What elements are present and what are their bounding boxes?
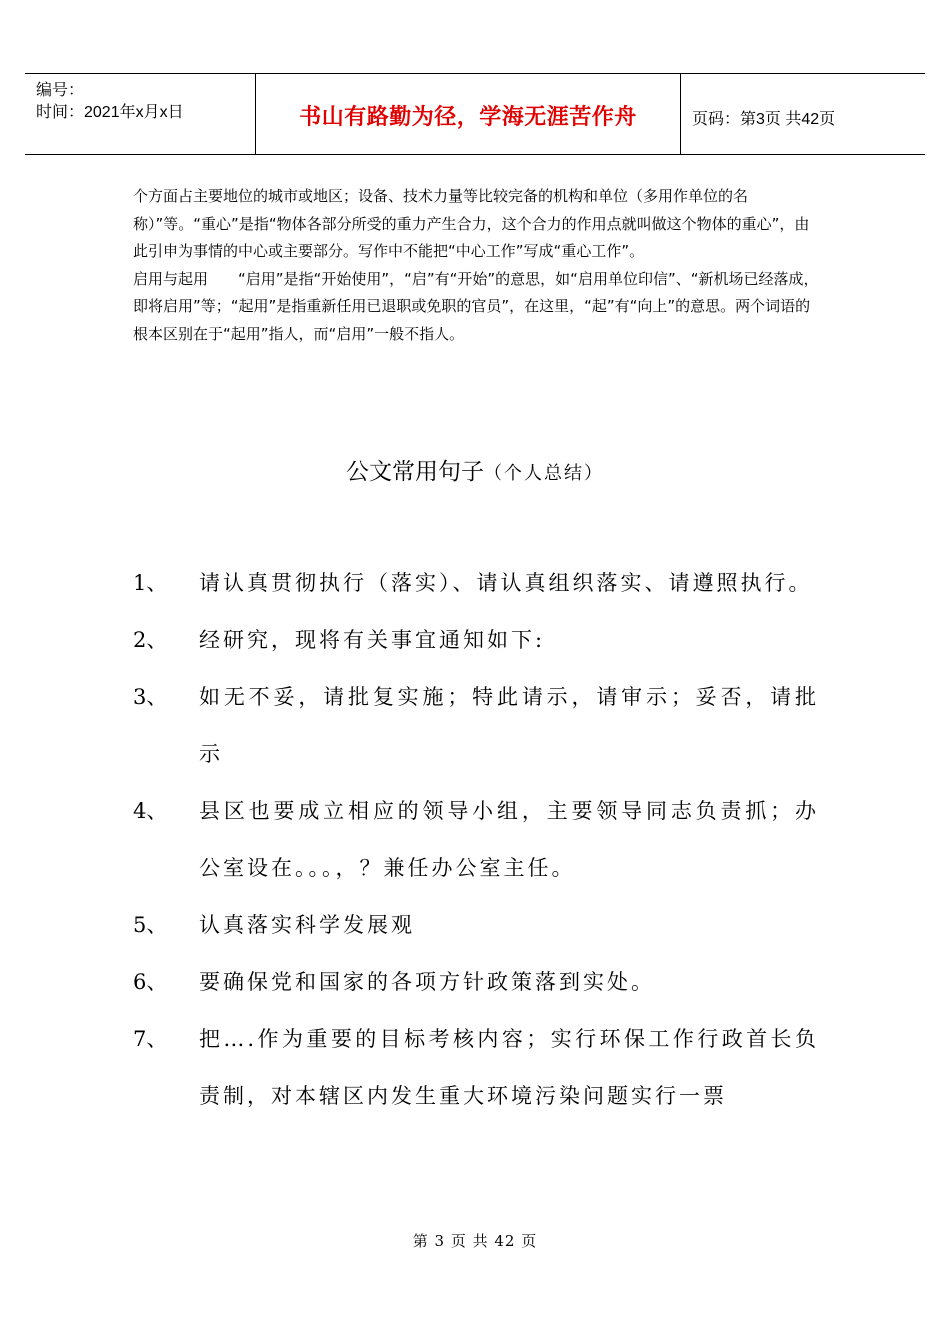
list-item-text: 请认真贯彻执行（落实）、请认真组织落实、请遵照执行。 [199, 571, 813, 595]
list-item-number: 2、 [133, 628, 168, 652]
list-item-number: 7、 [133, 1027, 168, 1051]
page-footer: 第 3 页 共 42 页 [412, 1232, 538, 1250]
list-item-text: 经研究，现将有关事宜通知如下: [199, 628, 546, 652]
list-item-text: 把….作为重要的目标考核内容；实行环保工作行政首长负责制，对本辖区内发生重大环境污染问题实行一票 [199, 1027, 819, 1108]
section-title-subtitle: （个人总结） [484, 463, 604, 484]
section-title-main: 公文常用句子 [346, 459, 484, 485]
list-item-text: 如无不妥，请批复实施；特此请示，请审示；妥否，请批示 [199, 685, 819, 766]
header-motto: 书山有路勤为径，学海无涯苦作舟 [299, 105, 637, 130]
document-time-label: 时间：2021年x月x日 [36, 104, 184, 121]
list-item [0, 669, 950, 783]
list-item-number: 4、 [133, 799, 168, 823]
header-page-label: 页码：第3页 共42页 [692, 111, 836, 128]
list-item-number: 5、 [133, 913, 168, 937]
list-item-text: 县区也要成立相应的领导小组，主要领导同志负责抓；办公室设在。。。，？兼任办公室主任。 [199, 799, 819, 880]
list-item-text: 认真落实科学发展观 [199, 913, 415, 937]
sentence-list [0, 555, 950, 1125]
list-item [0, 555, 950, 612]
list-item [0, 783, 950, 897]
intro-paragraph: 启用与起用 “启用”是指“开始使用”，“启”有“开始”的意思，如“启用单位印信”、“新机场已经落成，即将启用”等；“起用”是指重新任用已退职或免职的官员”，在这里，“起”有“向上”的意思。两个词语的根本区别在于“起用”指人，而“启用”一般不指人。 [133, 269, 819, 343]
list-item-number: 1、 [133, 571, 168, 595]
list-item [0, 1011, 950, 1125]
header-divider-right [680, 73, 681, 154]
list-item [0, 612, 950, 669]
section-title [0, 453, 950, 486]
document-number-label: 编号： [36, 82, 85, 99]
header-bottom-rule [25, 154, 925, 155]
list-item [0, 954, 950, 1011]
header-top-rule [25, 73, 925, 74]
intro-paragraph: 个方面占主要地位的城市或地区；设备、技术力量等比较完备的机构和单位（多用作单位的名称）”等。“重心”是指“物体各部分所受的重力产生合力，这个合力的作用点就叫做这个物体的重心”，由此引申为事情的中心或主要部分。写作中不能把“中心工作”写成“重心工作”。 [133, 187, 810, 260]
list-item-number: 3、 [133, 685, 168, 709]
list-item-number: 6、 [133, 970, 168, 994]
list-item-text: 要确保党和国家的各项方针政策落到实处。 [199, 970, 655, 994]
list-item [0, 897, 950, 954]
intro-text [133, 183, 823, 348]
header-left-block [36, 80, 184, 124]
